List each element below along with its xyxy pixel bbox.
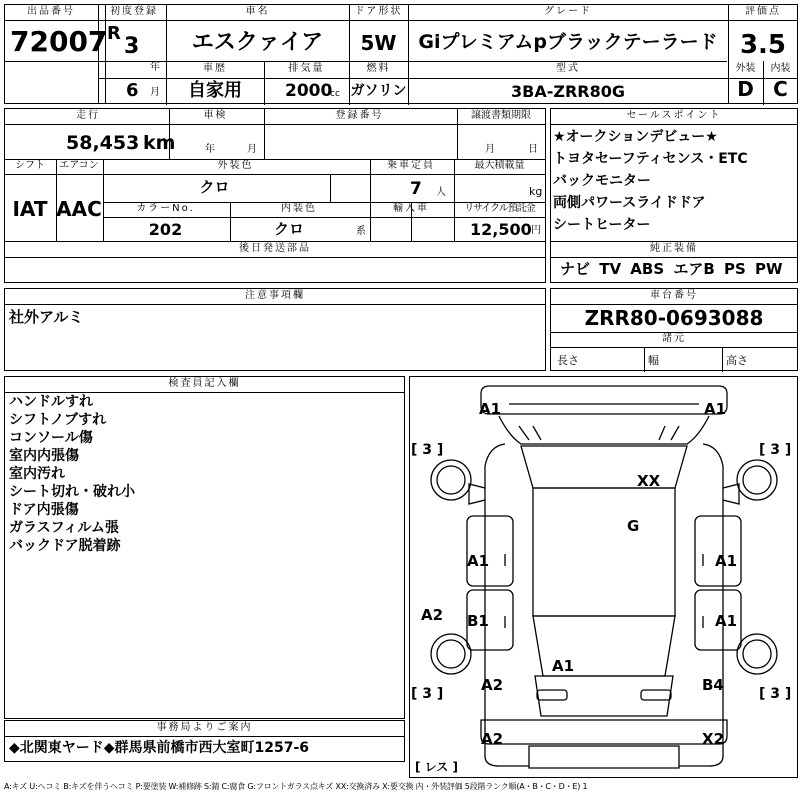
color-number-label: カラーNo. [136,203,195,214]
transfer-deadline-label: 譲渡書類期限 [471,110,531,121]
interior-color-label: 内装色 [281,203,317,214]
notes: 社外アルミ [9,308,84,326]
inspection-year: 年 [205,144,215,155]
office-label: 事務局よりご案内 [156,722,253,733]
headlight-left [519,426,541,440]
year-unit: 年 [150,62,160,73]
body-right-outline [679,444,723,766]
interior-grade: C [773,77,788,101]
mark-rear-qr: B4 [702,676,724,694]
front-door-right [695,516,741,586]
interior-label: 内装 [770,63,791,74]
history-label: 車歴 [203,63,227,74]
sales-point-item: ★オークションデビュー★ [553,129,718,145]
notes-label: 注意事項欄 [245,290,305,301]
roof-outline [533,488,675,616]
lot-number: 72007 [10,25,108,58]
inspector-item: コンソール傷 [9,430,93,446]
mark-tire-rr: [ 3 ] [759,686,792,702]
sales-point-list [553,130,797,240]
history: 自家用 [188,80,242,101]
front-door-left [467,516,513,586]
model-label: 型式 [556,63,580,74]
sales-point-item: バックモニター [553,173,651,189]
mark-door-rr: A1 [715,612,738,630]
tire-front-left-inner [437,466,465,494]
windshield-outline [521,446,687,488]
mark-front-right: A1 [704,400,727,418]
tail-light-right [641,690,671,700]
first-reg-label: 初度登録 [110,6,158,17]
headlight-right [659,426,679,440]
mileage: 58,453 [66,132,140,154]
equipment-label: 純正装備 [650,243,698,254]
inspector-list [9,395,135,557]
car-name: エスクァイア [191,30,324,55]
door-label: ドア形状 [354,6,403,17]
recycle-unit: 円 [531,225,541,236]
back-door-outline [535,676,673,716]
chassis-number: ZRR80-0693088 [584,306,764,330]
displacement: 2000 [285,81,333,101]
body-left-outline [485,444,529,766]
inspector-item: ハンドルすれ [9,394,93,410]
inspector-item: シート切れ・破れ小 [9,484,135,500]
rear-lower-outline [529,746,679,768]
mark-rear-ql: A2 [481,676,504,694]
sales-point-label: セールスポイント [626,110,722,121]
inspection-month: 月 [247,144,257,155]
sales-point-item: トヨタセーフティセンス・ETC [553,151,748,167]
inspector-item: バックドア脱着跡 [9,538,121,554]
mark-tire-rl: [ 3 ] [411,686,444,702]
reg-year: 3 [124,34,140,59]
sales-point-item: 両側パワースライドドア [553,195,706,211]
equipment: ナビ TV ABS エアB PS PW [560,260,783,278]
sales-point-item: シートヒーター [553,217,651,233]
transfer-day: 日 [528,144,538,155]
exterior-grade: D [737,77,754,101]
model-code: 3BA-ZRR80G [511,82,625,101]
mark-door-fl: A1 [467,552,490,570]
exterior-label: 外装 [735,63,756,74]
legend: A:キズ U:ヘコミ B:キズを伴うヘコミ P:要塗装 W:補修跡 S:錆 C:腐食 G:フロントガラス点キズ XX:交換済み X:要交換 内・外装評価 5段階ランク順(A・B・C・D・E) 1 [4,782,588,791]
displacement-label: 排気量 [288,63,325,74]
length-label: 長さ [557,354,579,367]
rear-bumper-outline [481,720,727,744]
dimensions-label: 諸元 [662,333,686,344]
shift-label: シフト [15,160,45,171]
mark-glass: G [627,517,640,535]
mark-bumper-left: A2 [481,730,504,748]
max-load-unit: kg [529,185,543,198]
chassis-label: 車台番号 [650,290,698,301]
recycle-fee: 12,500 [470,220,532,239]
mark-rear-center: A1 [552,657,575,675]
width-label: 幅 [648,354,659,367]
inspector-item: 室内内張傷 [9,448,79,464]
transfer-month: 月 [485,144,495,155]
mileage-label: 走行 [76,110,100,121]
grade-label: グレード [544,6,592,17]
interior-color: クロ [273,220,304,238]
registration-number-label: 登録番号 [335,110,384,121]
fuel: ガソリン [350,83,407,99]
inspector-label: 検査員記入欄 [168,378,241,389]
month-unit: 月 [150,87,160,98]
inspector-item: 室内汚れ [9,466,65,482]
exterior-color: クロ [199,178,230,196]
era: R [107,23,121,44]
overall-score: 3.5 [739,30,787,60]
capacity-unit: 人 [436,187,446,198]
score-label: 評価点 [745,6,781,17]
car-damage-diagram [409,376,798,778]
car-name-label: 車名 [245,6,270,17]
capacity: 7 [410,179,422,199]
mark-roof: XX [637,472,661,490]
tail-light-left [537,690,567,700]
mark-tire-fr: [ 3 ] [759,442,792,458]
interior-color-unit: 系 [356,226,366,237]
tire-rear-right-inner [743,640,771,668]
lot-label: 出品番号 [27,6,75,17]
grade: Giプレミアムpブラックテーラード [418,31,718,53]
tire-rear-left-inner [437,640,465,668]
mirror-right [723,484,739,504]
fuel-label: 燃料 [366,63,391,74]
inspector-item: ガラスフィルム張 [9,520,119,536]
mark-door-rl: B1 [467,612,489,630]
reg-month: 6 [126,80,139,101]
mark-bumper-right: X2 [702,730,725,748]
height-label: 高さ [726,354,748,367]
exterior-color-label: 外装色 [217,160,254,171]
mirror-left [469,484,485,504]
tire-front-right-inner [743,466,771,494]
mark-tire-fl: [ 3 ] [411,442,444,458]
inspection-label: 車検 [203,110,228,121]
shift: IAT [12,197,48,221]
recycle-label: リサイクル預託金 [464,203,535,214]
door-type: 5W [360,31,397,55]
inspector-item: ドア内張傷 [9,502,79,518]
aircon-label: エアコン [59,160,99,171]
max-load-label: 最大積載量 [474,160,525,171]
inspector-item: シフトノブすれ [9,412,107,428]
office-notice: ◆北関東ヤード◆群馬県前橋市西大室町1257-6 [9,740,310,756]
color-number: 202 [148,220,183,239]
hood-outline [499,416,709,444]
capacity-label: 乗車定員 [387,160,435,171]
mark-door-fr: A1 [715,552,738,570]
mark-no-spare: [ レス ] [415,760,458,774]
mark-side-left: A2 [421,606,444,624]
mileage-unit: km [143,132,176,154]
displacement-unit: cc [330,89,340,99]
aircon: AAC [56,197,102,221]
later-parts-label: 後日発送部品 [239,243,311,254]
import-label: 輸入車 [393,203,429,214]
mark-front-left: A1 [479,400,502,418]
front-bumper-outline [481,386,727,414]
